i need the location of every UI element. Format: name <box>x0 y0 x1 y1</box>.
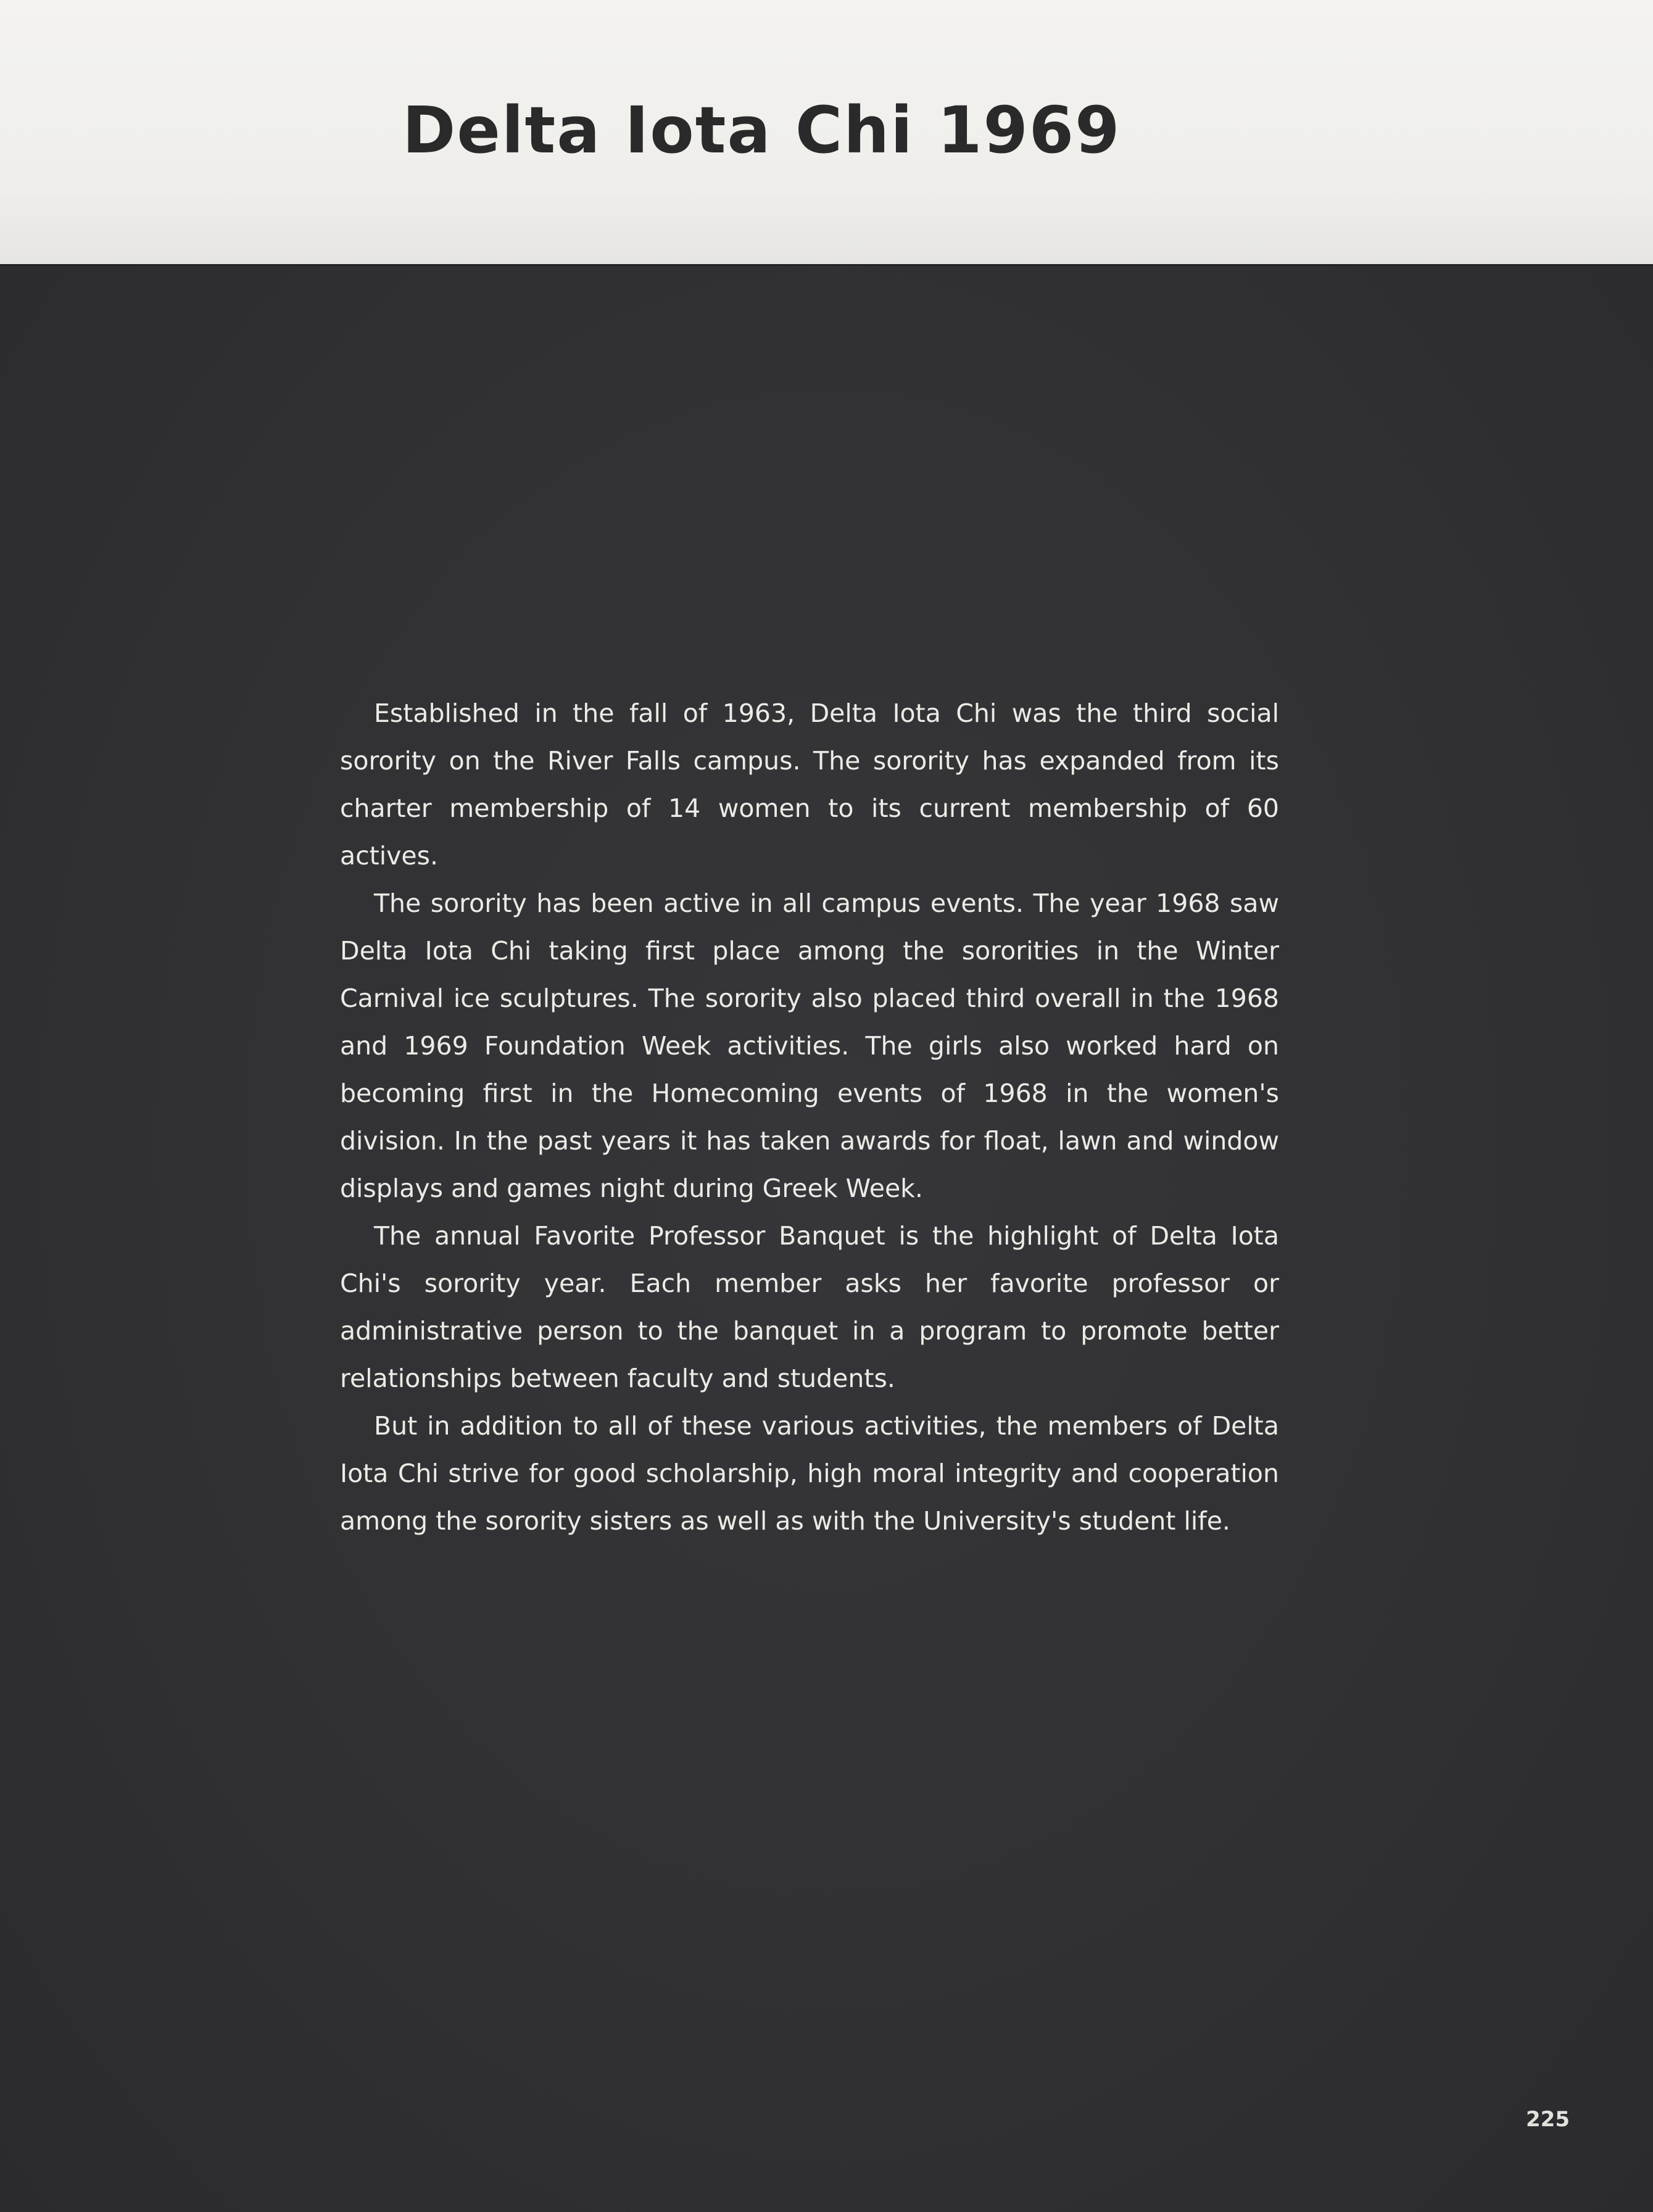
header-band <box>0 0 1653 264</box>
paragraph-1: Established in the fall of 1963, Delta Iota Chi was the third social sorority on the River Falls campus. The sorority has expanded from its charter membership of 14 women to its current membership of 60 actives. <box>340 698 1279 871</box>
paragraph-4: But in addition to all of these various activities, the members of Delta Iota Chi strive for good scholarship, high moral integrity and cooperation among the sorority sisters as well as with the University's student life. <box>340 1411 1279 1536</box>
page-title: Delta Iota Chi 1969 <box>402 93 1121 168</box>
paragraph-3: The annual Favorite Professor Banquet is the highlight of Delta Iota Chi's sorority year. Each member asks her favorite professor or administrative person to the banquet in a program to promote better relationships between faculty and students. <box>340 1221 1279 1393</box>
paragraph-2: The sorority has been active in all campus events. The year 1968 saw Delta Iota Chi taking first place among the sororities in the Winter Carnival ice sculptures. The sorority also placed third overall in the 1968 and 1969 Foundation Week activities. The girls also worked hard on becoming first in the Homecoming events of 1968 in the women's division. In the past years it has taken awards for float, lawn and window displays and games night during Greek Week. <box>340 889 1279 1203</box>
article-body <box>340 690 1279 1545</box>
page-number: 225 <box>1526 2107 1570 2132</box>
